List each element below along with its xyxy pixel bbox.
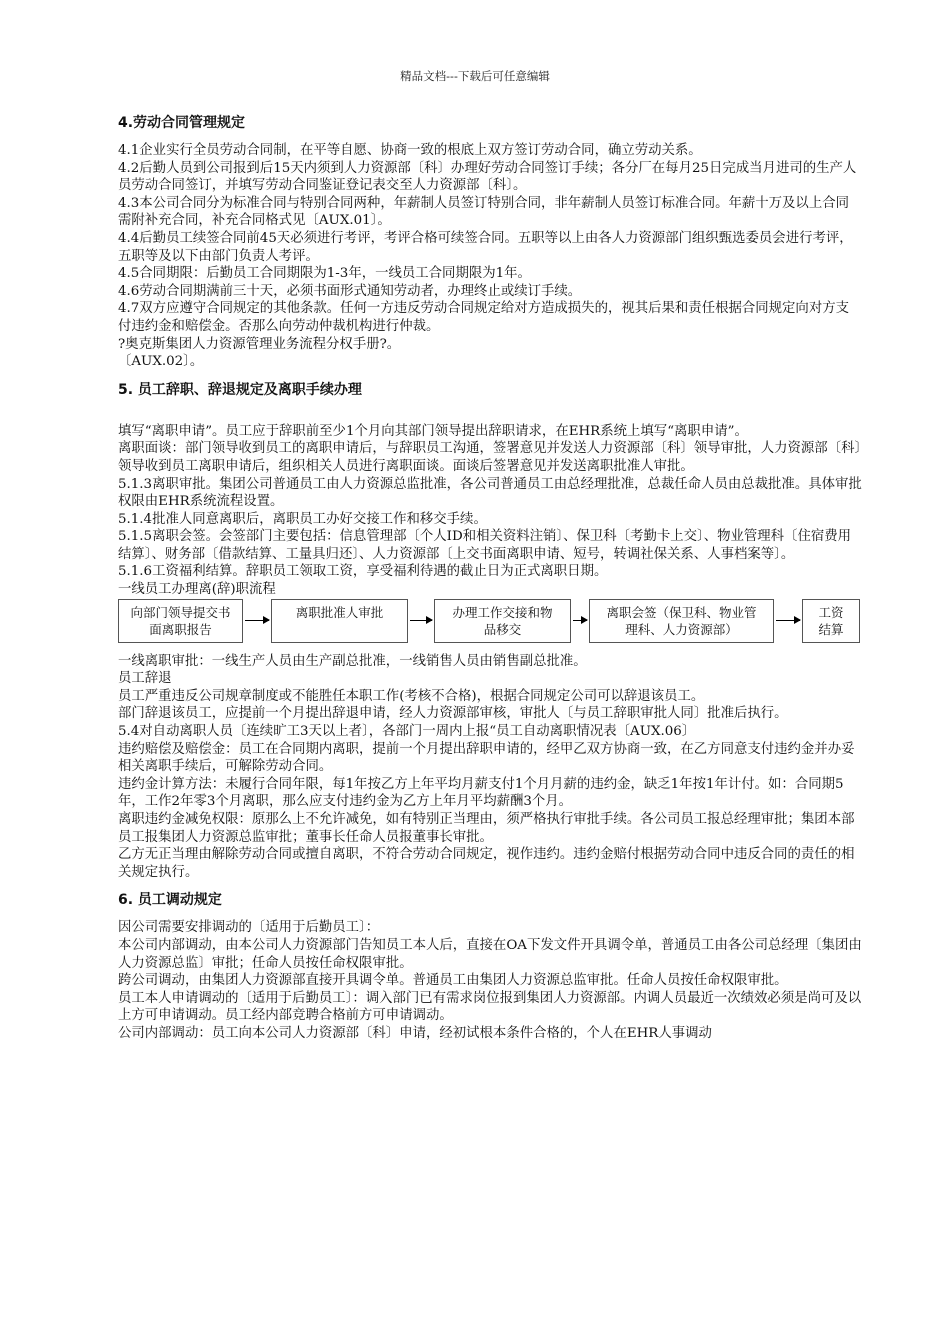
s5-para: 5.1.5离职会签。会签部门主要包括：信息管理部〔个人ID和相关资料注销〕、保卫科〔考勤卡上交〕、物业管理科〔住宿费用结算〕、财务部〔借款结算、工量具归还〕、人力资源部〔上交书面离职申请、短号，转调社保关系、人事档案等〕。 — [118, 529, 852, 562]
s5-para: 乙方无正当理由解除劳动合同或擅自离职，不符合劳动合同规定，视作违约。违约金赔付根据劳动合同中违反合同的责任的相关规定执行。 — [118, 847, 855, 880]
s5-para: 5.4对自动离职人员〔连续旷工3天以上者〕，各部门一周内上报“员工自动离职情况表〔AUX.06〕 — [118, 724, 696, 740]
s6-para: 员工本人申请调动的〔适用于后勤员工〕：调入部门已有需求岗位报到集团人力资源部。内调人员最近一次绩效必须是尚可及以上方可申请调动。员工经内部竞聘合格前方可申请调动。 — [118, 990, 862, 1024]
s5-para: 5.1.3离职审批。集团公司普通员工由人力资源总监批准，各公司普通员工由总经理批准，总裁任命人员由总裁批准。具体审批权限由EHR系统流程设置。 — [118, 476, 862, 510]
s5-para: 一线离职审批：一线生产人员由生产副总批准，一线销售人员由销售副总批准。 — [118, 653, 587, 669]
flow-step-submit-report: 向部门领导提交书面离职报告 — [118, 599, 243, 643]
flow-arrow — [245, 620, 269, 621]
s4-para: 4.3本公司合同分为标准合同与特别合同两种，年薪制人员签订特别合同，非年薪制人员签订标准合同。年薪十万及以上合同需附补充合同，补充合同格式见〔AUX.01〕。 — [118, 195, 849, 229]
s5-para: 员工严重违反公司规章制度或不能胜任本职工作(考核不合格)，根据合同规定公司可以辞退该员工。 — [118, 688, 705, 704]
s4-para: 4.2后勤人员到公司报到后15天内须到人力资源部〔科〕办理好劳动合同签订手续；各分厂在每月25日完成当月进司的生产人员劳动合同签订，并填写劳动合同鉴证登记表交至人力资源部〔科〕。 — [118, 160, 857, 194]
flow-step-salary: 工资结算 — [802, 599, 860, 643]
s6-para: 本公司内部调动，由本公司人力资源部门告知员工本人后，直接在OA下发文件开具调令单，普通员工由各公司总经理〔集团由人力资源总监〕审批；任命人员按任命权限审批。 — [118, 937, 862, 971]
page-header: 精品文档---下载后可任意编辑 — [400, 69, 550, 83]
s4-para: 〔AUX.02〕。 — [118, 354, 204, 370]
s4-para: 4.6劳动合同期满前三十天，必须书面形式通知劳动者，办理终止或续订手续。 — [118, 283, 582, 299]
s4-para: 4.5合同期限：后勤员工合同期限为1-3年，一线员工合同期限为1年。 — [118, 266, 531, 282]
flow-arrow — [573, 620, 587, 621]
s4-para: 4.7双方应遵守合同规定的其他条款。任何一方违反劳动合同规定给对方造成损失的，视其后果和责任根据合同规定向对方支付违约金和赔偿金。否那么向劳动仲裁机构进行仲裁。 — [118, 301, 849, 334]
s5-para: 离职违约金减免权限：原那么上不允许减免，如有特别正当理由，须严格执行审批手续。各公司员工报总经理审批；集团本部员工报集团人力资源总监审批；董事长任命人员报董事长审批。 — [118, 812, 855, 845]
section-6-title: 6. 员工调动规定 — [118, 892, 222, 909]
flow-step-handover: 办理工作交接和物品移交 — [434, 599, 571, 643]
section-5-title: 5. 员工辞职、辞退规定及离职手续办理 — [118, 381, 362, 398]
s4-para: ?奥克斯集团人力资源管理业务流程分权手册?。 — [118, 336, 401, 352]
resignation-flowchart — [118, 599, 862, 649]
s5-para: 违约赔偿及赔偿金：员工在合同期内离职，提前一个月提出辞职申请的，经甲乙双方协商一致，在乙方同意支付违约金并办妥相关离职手续后，可解除劳动合同。 — [118, 741, 855, 775]
document-body — [118, 112, 862, 1043]
s5-para: 离职面谈：部门领导收到员工的离职申请后，与辞职员工沟通，签署意见并发送人力资源部〔科〕领导审批，人力资源部〔科〕领导收到员工离职申请后，组织相关人员进行离职面谈。面谈后签署意见并发送离职批准人审批。 — [118, 441, 862, 474]
s5-para: 员工辞退 — [118, 671, 172, 687]
s5-para: 5.1.4批准人同意离职后，离职员工办好交接工作和移交手续。 — [118, 511, 487, 527]
flow-arrow — [410, 620, 432, 621]
s5-para: 5.1.6工资福利结算。辞职员工领取工资，享受福利待遇的截止日为正式离职日期。 — [118, 564, 608, 580]
s5-para: 违约金计算方法：未履行合同年限，每1年按乙方上年平均月薪支付1个月月薪的违约金，缺乏1年按1年计付。如：合同期5年，工作2年零3个月离职，那么应支付违约金为乙方上年月平均薪酬3个月。 — [118, 776, 844, 810]
flow-step-countersign: 离职会签（保卫科、物业管理科、人力资源部） — [589, 599, 774, 643]
s6-para: 因公司需要安排调动的〔适用于后勤员工〕： — [118, 920, 380, 936]
flow-step-approval: 离职批准人审批 — [271, 599, 408, 643]
s4-para: 4.4后勤员工续签合同前45天必须进行考评，考评合格可续签合同。五职等以上由各人力资源部门组织甄选委员会进行考评，五职等及以下由部门负责人考评。 — [118, 230, 853, 264]
flow-caption: 一线员工办理离(辞)职流程 — [118, 582, 276, 598]
s6-para: 公司内部调动：员工向本公司人力资源部〔科〕申请，经初试根本条件合格的，个人在EHR人事调动 — [118, 1025, 712, 1041]
s6-para: 跨公司调动，由集团人力资源部直接开具调令单。普通员工由集团人力资源总监审批。任命人员按任命权限审批。 — [118, 973, 788, 989]
flow-arrow — [776, 620, 800, 621]
section-4-title: 4.劳动合同管理规定 — [118, 115, 246, 131]
s4-para: 4.1企业实行全员劳动合同制，在平等自愿、协商一致的根底上双方签订劳动合同，确立劳动关系。 — [118, 143, 702, 158]
s5-para: 部门辞退该员工，应提前一个月提出辞退申请，经人力资源部审核，审批人〔与员工辞职审批人同〕批准后执行。 — [118, 706, 788, 722]
s5-para: 填写“离职申请”。员工应于辞职前至少1个月向其部门领导提出辞职请求，在EHR系统上填写“离职申请”。 — [118, 423, 748, 439]
